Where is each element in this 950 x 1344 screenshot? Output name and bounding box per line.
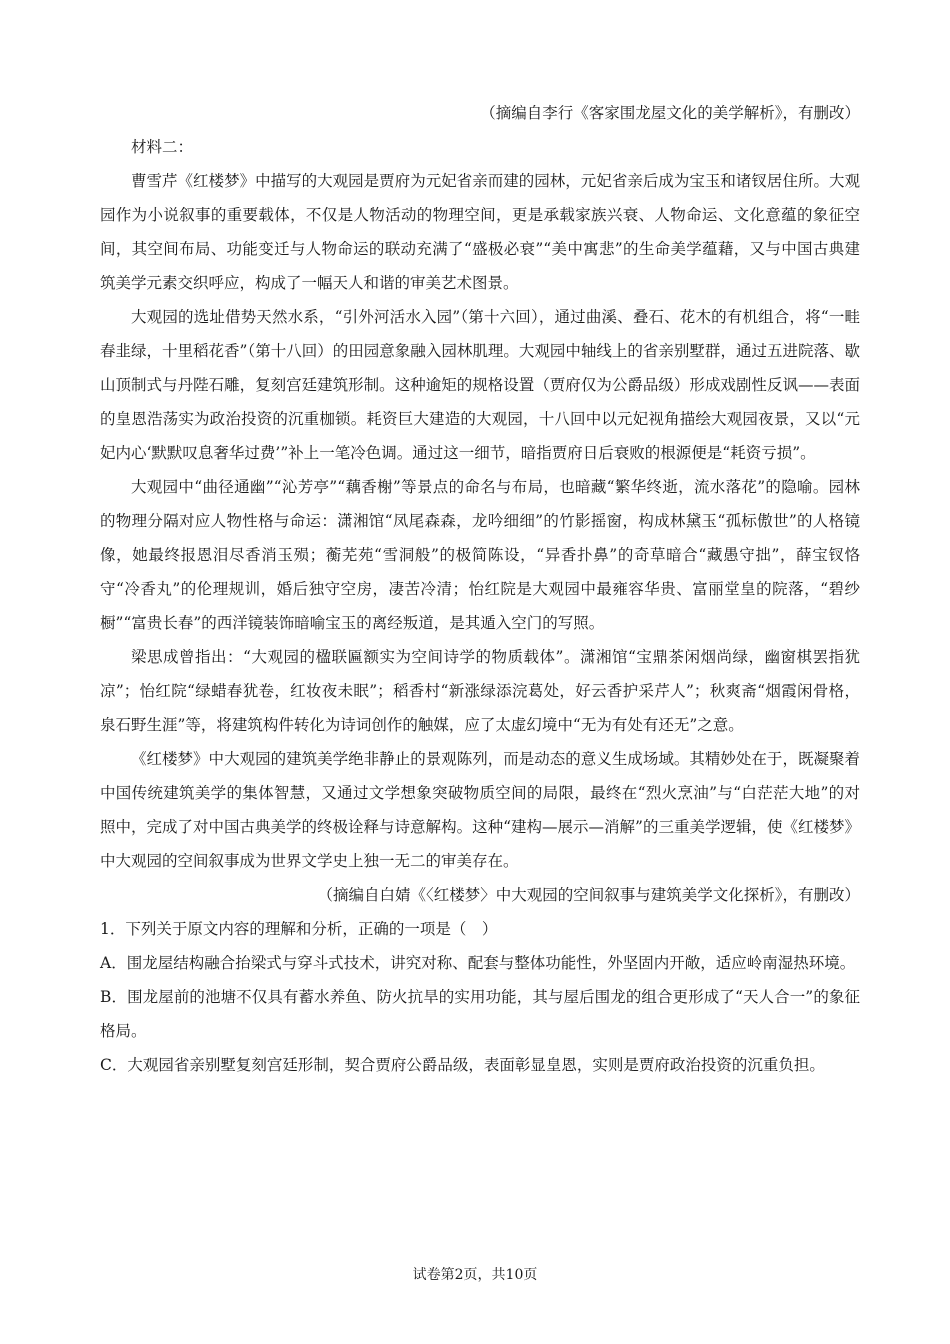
source-citation-1: （摘编自李行《客家围龙屋文化的美学解析》，有删改） xyxy=(480,104,860,122)
paragraph: 梁思成曾指出：“大观园的楹联匾额实为空间诗学的物质载体”。潇湘馆“宝鼎茶闲烟尚绿，幽窗棋罢指犹凉”；怡红院“绿蜡春犹卷，红妆夜未眠”；稻香村“新涨绿添浣葛处，好云香护采芹人”；秋爽斋“烟霞闲骨格，泉石野生涯”等，将建筑构件转化为诗词创作的触媒，应了太虚幻境中“无为有处有还无”之意。 xyxy=(100,648,860,734)
source-citation-2: （摘编自白婧《〈红楼梦〉中大观园的空间叙事与建筑美学文化探析》，有删改） xyxy=(317,886,860,904)
paragraph: 《红楼梦》中大观园的建筑美学绝非静止的景观陈列，而是动态的意义生成场域。其精妙处在于，既凝聚着中国传统建筑美学的集体智慧，又通过文学想象突破物质空间的局限，最终在“烈火烹油”与“白茫茫大地”的对照中，完成了对中国古典美学的终极诠释与诗意解构。这种“建构—展示—消解”的三重美学逻辑，使《红楼梦》中大观园的空间叙事成为世界文学史上独一无二的审美存在。 xyxy=(100,750,860,870)
question-stem: 1．下列关于原文内容的理解和分析，正确的一项是（ ） xyxy=(100,920,498,938)
option-b: B．围龙屋前的池塘不仅具有蓄水养鱼、防火抗旱的实用功能，其与屋后围龙的组合更形成了“天人合一”的象征格局。 xyxy=(100,988,860,1040)
paragraph: 大观园的选址借势天然水系，“引外河活水入园”（第十六回），通过曲溪、叠石、花木的有机组合，将“一畦春韭绿，十里稻花香”（第十八回）的田园意象融入园林肌理。大观园中轴线上的省亲别墅群，通过五进院落、歇山顶制式与丹陛石雕，复刻宫廷建筑形制。这种逾矩的规格设置（贾府仅为公爵品级）形成戏剧性反讽——表面的皇恩浩荡实为政治投资的沉重枷锁。耗资巨大建造的大观园，十八回中以元妃视角描绘大观园夜景，又以“元妃内心‘默默叹息奢华过费’”补上一笔冷色调。通过这一细节，暗指贾府日后衰败的根源便是“耗资亏损”。 xyxy=(100,308,860,462)
option-c: C．大观园省亲别墅复刻宫廷形制，契合贾府公爵品级，表面彰显皇恩，实则是贾府政治投资的沉重负担。 xyxy=(100,1056,825,1074)
page-footer: 试卷第2页，共10页 xyxy=(412,1267,538,1283)
option-a: A．围龙屋结构融合抬梁式与穿斗式技术，讲究对称、配套与整体功能性，外坚固内开敞，适应岭南湿热环境。 xyxy=(100,954,856,972)
paragraph: 曹雪芹《红楼梦》中描写的大观园是贾府为元妃省亲而建的园林，元妃省亲后成为宝玉和诸钗居住所。大观园作为小说叙事的重要载体，不仅是人物活动的物理空间，更是承载家族兴衰、人物命运、文化意蕴的象征空间，其空间布局、功能变迁与人物命运的联动充满了“盛极必衰”“美中寓悲”的生命美学蕴藉，又与中国古典建筑美学元素交织呼应，构成了一幅天人和谐的审美艺术图景。 xyxy=(100,172,860,292)
material-heading: 材料二： xyxy=(131,138,194,156)
page-content xyxy=(100,96,860,1082)
paragraph: 大观园中“曲径通幽”“沁芳亭”“藕香榭”等景点的命名与布局，也暗藏“繁华终逝，流水落花”的隐喻。园林的物理分隔对应人物性格与命运：潇湘馆“凤尾森森，龙吟细细”的竹影摇窗，构成林黛玉“孤标傲世”的人格镜像，她最终报恩泪尽香消玉殒；蘅芜苑“雪洞般”的极简陈设，“异香扑鼻”的奇草暗合“藏愚守拙”，薛宝钗恪守“冷香丸”的伦理规训，婚后独守空房，凄苦冷清；怡红院是大观园中最雍容华贵、富丽堂皇的院落，“碧纱橱”“富贵长春”的西洋镜装饰暗喻宝玉的离经叛道，是其遁入空门的写照。 xyxy=(100,478,860,632)
